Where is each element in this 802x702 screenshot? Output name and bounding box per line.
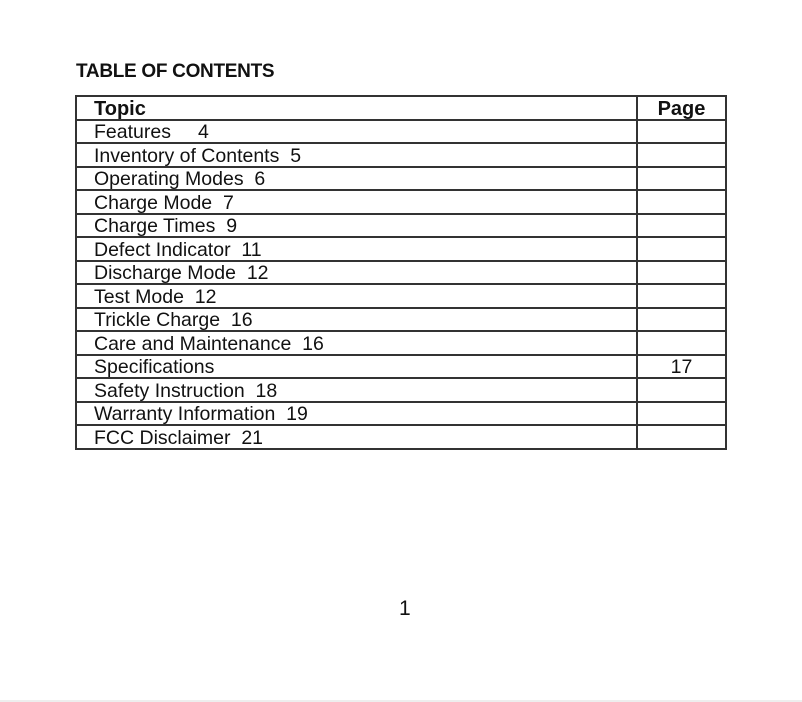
page-number: 1 xyxy=(399,597,411,620)
page-cell xyxy=(637,214,726,238)
topic-cell: Trickle Charge 16 xyxy=(76,308,637,332)
topic-cell: Charge Times 9 xyxy=(76,214,637,238)
table-row xyxy=(76,355,726,379)
table-row xyxy=(76,214,726,238)
topic-cell: Test Mode 12 xyxy=(76,284,637,308)
page-cell xyxy=(637,425,726,449)
page-cell xyxy=(637,331,726,355)
topic-cell: Safety Instruction 18 xyxy=(76,378,637,402)
page-cell xyxy=(637,167,726,191)
table-row xyxy=(76,331,726,355)
header-page: Page xyxy=(637,96,726,120)
table-row xyxy=(76,120,726,144)
table-header-row xyxy=(76,96,726,120)
toc-table xyxy=(75,95,727,450)
topic-cell: Specifications xyxy=(76,355,637,379)
table-row xyxy=(76,237,726,261)
table-row xyxy=(76,167,726,191)
table-row xyxy=(76,143,726,167)
page-cell xyxy=(637,120,726,144)
page-cell xyxy=(637,402,726,426)
table-row xyxy=(76,284,726,308)
page-cell xyxy=(637,143,726,167)
topic-cell: Charge Mode 7 xyxy=(76,190,637,214)
page-cell xyxy=(637,190,726,214)
page-cell xyxy=(637,261,726,285)
page-title: TABLE OF CONTENTS xyxy=(76,61,275,82)
table-row xyxy=(76,378,726,402)
topic-cell: Defect Indicator 11 xyxy=(76,237,637,261)
page-cell: 17 xyxy=(637,355,726,379)
topic-cell: Discharge Mode 12 xyxy=(76,261,637,285)
page-cell xyxy=(637,308,726,332)
table-row xyxy=(76,425,726,449)
topic-cell: FCC Disclaimer 21 xyxy=(76,425,637,449)
topic-cell: Care and Maintenance 16 xyxy=(76,331,637,355)
header-topic: Topic xyxy=(76,96,637,120)
table-row xyxy=(76,261,726,285)
topic-cell: Inventory of Contents 5 xyxy=(76,143,637,167)
table-row xyxy=(76,402,726,426)
table-row xyxy=(76,308,726,332)
page-cell xyxy=(637,378,726,402)
topic-cell: Warranty Information 19 xyxy=(76,402,637,426)
table-row xyxy=(76,190,726,214)
page-cell xyxy=(637,284,726,308)
page-cell xyxy=(637,237,726,261)
topic-cell: Features 4 xyxy=(76,120,637,144)
topic-cell: Operating Modes 6 xyxy=(76,167,637,191)
